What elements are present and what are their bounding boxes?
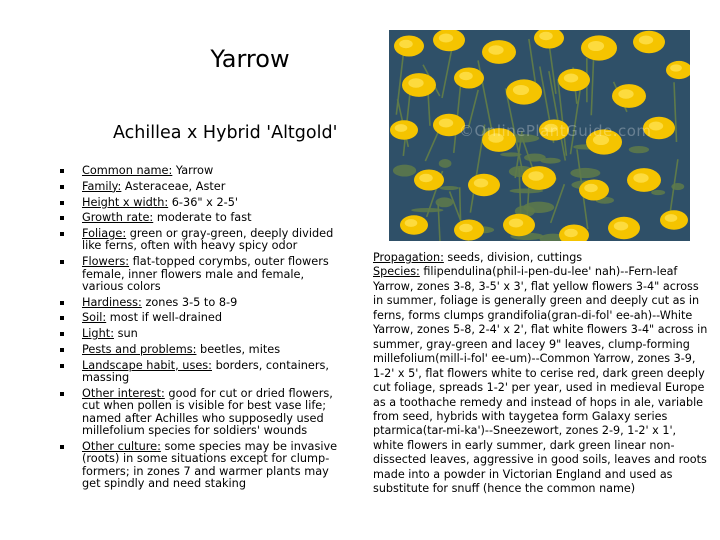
bullet-icon xyxy=(60,348,64,352)
leaf-shape xyxy=(651,190,665,195)
fact-item xyxy=(60,197,342,209)
flower-highlight xyxy=(405,219,418,227)
fact-item xyxy=(60,344,342,356)
fact-value: Yarrow xyxy=(172,164,214,177)
fact-value: sun xyxy=(114,327,138,341)
fact-label: Height x width: xyxy=(82,195,169,209)
fact-label: Flowers: xyxy=(82,255,130,269)
flower-highlight xyxy=(639,36,653,45)
plant-facts-list xyxy=(60,165,342,494)
fact-value: moderate to fast xyxy=(153,211,252,225)
fact-value: borders, containers, massing xyxy=(82,358,329,385)
fact-value: flat-topped corymbs, outer flowers female, inner flowers male and female, various colors xyxy=(82,255,329,293)
propagation-label: Propagation: xyxy=(373,251,444,264)
bullet-icon xyxy=(60,216,64,220)
flower-highlight xyxy=(439,34,453,43)
bullet-icon xyxy=(60,392,64,396)
leaf-shape xyxy=(540,158,560,164)
bullet-icon xyxy=(60,201,64,205)
fact-label: Hardiness: xyxy=(82,295,142,309)
fact-value: Asteraceae, Aster xyxy=(121,179,226,193)
propagation-paragraph xyxy=(373,251,709,265)
fact-item xyxy=(60,165,342,177)
propagation-value: seeds, division, cuttings xyxy=(443,251,583,264)
bullet-icon xyxy=(60,301,64,305)
bullet-icon xyxy=(60,260,64,264)
photo-watermark: ©OnlinePlantGuide.com xyxy=(459,122,652,140)
plant-cultivar-heading: Achillea x Hybrid 'Altgold' xyxy=(113,123,338,143)
fact-label: Growth rate: xyxy=(82,211,154,225)
yarrow-photo xyxy=(389,30,690,241)
flower-highlight xyxy=(670,64,682,71)
fact-value: most if well-drained xyxy=(106,311,222,325)
fact-item xyxy=(60,360,342,385)
fact-value: green or gray-green, deeply divided like ferns, often with heavy spicy odor xyxy=(82,227,334,253)
flower-highlight xyxy=(408,78,423,88)
flower-highlight xyxy=(539,32,553,40)
flower-highlight xyxy=(564,229,578,237)
species-value: filipendulina(phil-i-pen-du-lee' nah)--Fern-leaf Yarrow, zones 3-8, 3-5' x 3', flat yellow flowers 3-4" across in summer, foliage is generally green and deeply cut as in ferns, forms clumps grandifolia(gran-di-fol' ee-ah)--White Yarrow, zones 5-8, 2-4' x 2', flat white flowers 3-4" across in summer, gray-green and lacey 9" leaves, clump-forming millefolium(mill-i-fol' ee-um)--Common Yarrow, zones 3-9, 1-2' x 5', flat flowers white to cerise red, dark green deeply cut foliage, spreads 1-2' per year, used in medieval Europe as a toothache remedy and instead of hops in ale, variable from seed, hybrids with taygetea form Galaxy series ptarmica(tar-mi-ka')--Sneezewort, zones 2-9, 1-2' x 1', white flowers in early summer, dark green linear non-dissected leaves, aggressive in good soils, leaves and roots made into a powder in Victorian England and used as substitute for snuff (hence the common name) xyxy=(373,265,708,496)
fact-label: Family: xyxy=(82,179,122,193)
species-paragraph xyxy=(373,265,709,496)
bullet-icon xyxy=(60,332,64,336)
fact-value: 6-36" x 2-5' xyxy=(168,195,239,209)
flower-highlight xyxy=(633,173,648,183)
leaf-shape xyxy=(671,183,684,190)
flower-highlight xyxy=(459,224,473,232)
fact-item xyxy=(60,441,342,491)
fact-label: Foliage: xyxy=(82,227,127,240)
fact-item xyxy=(60,256,342,293)
bullet-icon xyxy=(60,316,64,320)
fact-label: Other culture: xyxy=(82,439,161,453)
fact-label: Light: xyxy=(82,327,114,341)
flower-highlight xyxy=(439,119,453,128)
leaf-shape xyxy=(439,159,452,168)
fact-label: Common name: xyxy=(82,164,173,177)
fact-item xyxy=(60,312,342,324)
flower-highlight xyxy=(588,41,604,51)
fact-value: some species may be invasive (roots) in some situations except for clump-formers; in zones 7 and warmer plants may get spindly and need staking xyxy=(82,439,338,491)
flower-highlight xyxy=(488,45,503,55)
leaf-shape xyxy=(393,165,416,177)
fact-value: beetles, mites xyxy=(196,342,281,356)
slide-title: Yarrow xyxy=(210,45,290,73)
bullet-icon xyxy=(60,185,64,189)
fact-item xyxy=(60,181,342,193)
flower-highlight xyxy=(513,85,529,95)
flower-highlight xyxy=(584,184,598,192)
leaf-shape xyxy=(436,197,454,207)
fact-value: good for cut or dried flowers, cut when pollen is visible for best vase life; named after Achilles who supposedly used millefolium species for soldiers' wounds xyxy=(82,386,333,438)
leaf-shape xyxy=(411,208,443,212)
bullet-icon xyxy=(60,445,64,449)
leaf-shape xyxy=(629,146,649,153)
bullet-icon xyxy=(60,364,64,368)
flower-highlight xyxy=(509,219,523,228)
bullet-icon xyxy=(60,169,64,173)
flower-highlight xyxy=(395,124,408,132)
leaf-shape xyxy=(523,202,554,213)
flower-highlight xyxy=(618,89,633,99)
fact-label: Pests and problems: xyxy=(82,342,197,356)
flower-highlight xyxy=(564,74,578,83)
fact-label: Landscape habit, uses: xyxy=(82,358,212,372)
flower-highlight xyxy=(614,222,628,231)
fact-label: Soil: xyxy=(82,311,107,325)
leaf-shape xyxy=(570,168,600,178)
flower-highlight xyxy=(665,214,678,222)
leaf-shape xyxy=(439,186,459,190)
flower-highlight xyxy=(399,40,413,48)
flower-highlight xyxy=(419,174,433,182)
fact-value: zones 3-5 to 8-9 xyxy=(141,295,238,309)
fact-label: Other interest: xyxy=(82,386,165,400)
fact-item xyxy=(60,328,342,340)
flower-highlight xyxy=(528,171,543,181)
fact-item xyxy=(60,228,342,253)
fact-item xyxy=(60,388,342,438)
fact-item xyxy=(60,212,342,224)
flower-highlight xyxy=(474,179,488,188)
leaf-shape xyxy=(500,152,521,156)
fact-item xyxy=(60,297,342,309)
flower-highlight xyxy=(459,72,473,80)
species-label: Species: xyxy=(373,265,420,279)
bullet-icon xyxy=(60,232,64,236)
propagation-species-text xyxy=(373,251,709,497)
